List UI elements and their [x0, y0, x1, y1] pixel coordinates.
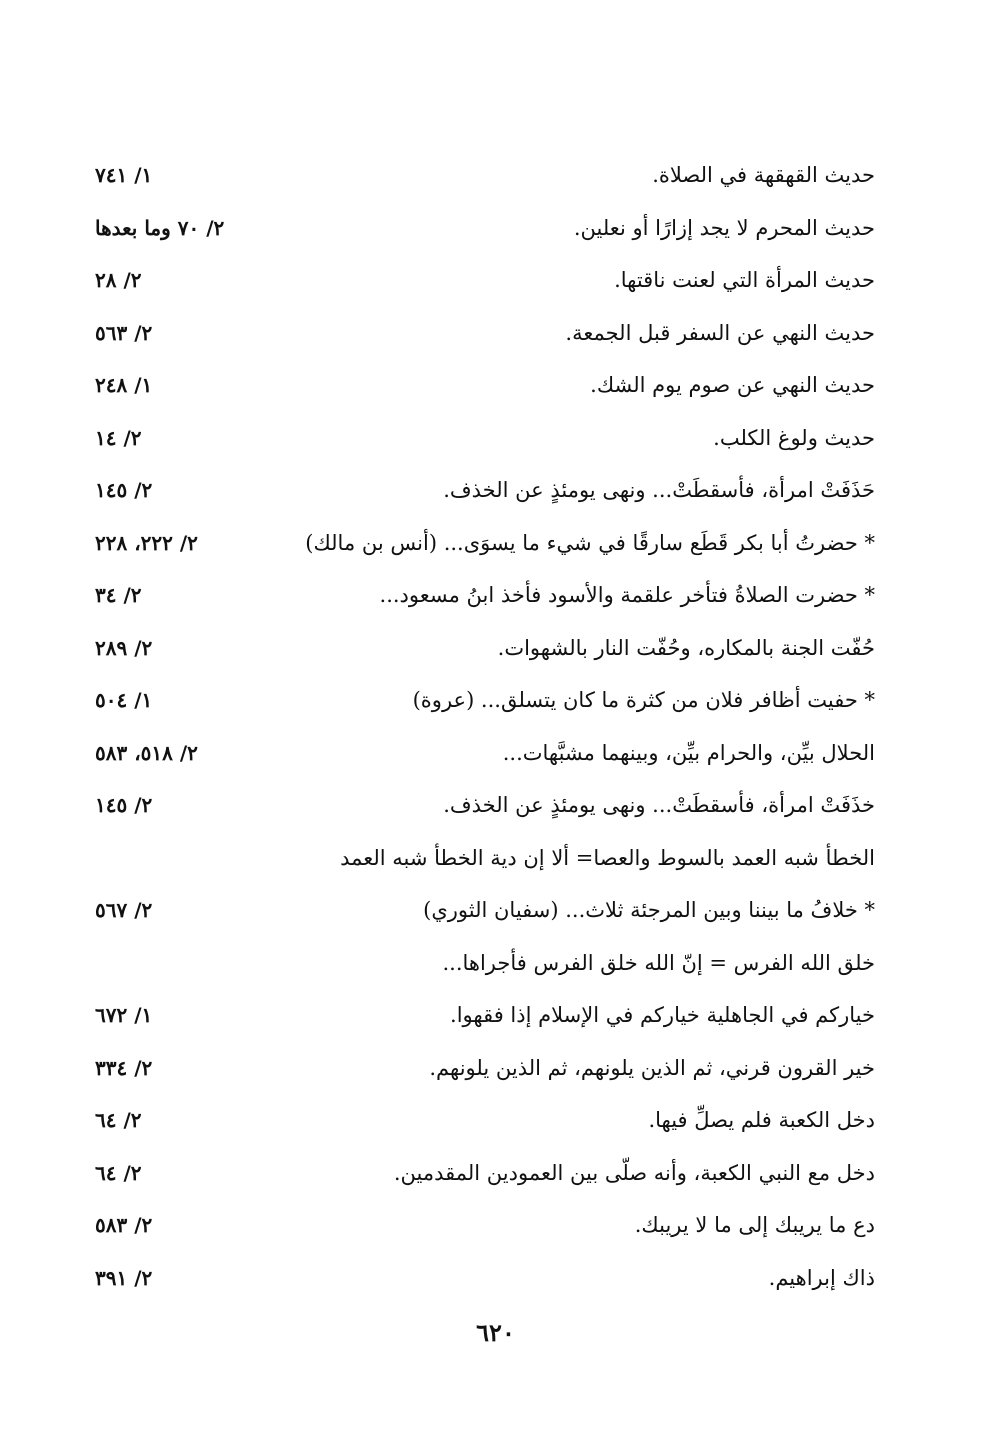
- entry-text: الخطأ شبه العمد بالسوط والعصا= ألا إن دية الخطأ شبه العمد: [340, 845, 875, 870]
- entry-reference: ٢/ ٦٤: [95, 1108, 142, 1132]
- entry-text: * حضرتُ أبا بكر قَطَع سارقًا في شيء ما يسوَى... (أنس بن مالك): [305, 530, 875, 555]
- list-item: [95, 623, 875, 676]
- entry-reference: ٢/ ٦٤: [95, 1160, 142, 1185]
- list-item: [95, 833, 875, 886]
- list-item: [95, 728, 875, 781]
- entry-reference: ١/ ٥٠٤: [95, 688, 153, 712]
- entry-text: الحلال بيِّن، والحرام بيِّن، وبينهما مشبَّهات...: [502, 740, 875, 765]
- entry-text: دخل الكعبة فلم يصلِّ فيها.: [648, 1108, 875, 1132]
- list-item: [95, 1148, 875, 1201]
- list-item: [95, 518, 875, 571]
- entry-text: حُفّت الجنة بالمكاره، وحُفّت النار بالشهوات.: [497, 635, 875, 660]
- list-item: [95, 360, 875, 413]
- list-item: [95, 308, 875, 361]
- entry-text: * حفيت أظافر فلان من كثرة ما كان يتسلق... (عروة): [412, 688, 875, 712]
- entry-text: ذاك إبراهيم.: [768, 1265, 875, 1290]
- entry-reference: ٢/ ٥٨٣: [95, 1213, 153, 1237]
- entry-text: خذَفَتْ امرأة، فأسقطَتْ... ونهى يومئذٍ عن الخذف.: [443, 793, 875, 817]
- list-item: [95, 780, 875, 833]
- entry-reference: ٢/ ٣٤: [95, 583, 142, 607]
- entry-reference: ٢/ ٢٨: [95, 268, 142, 292]
- entry-reference: ٢/ ١٤٥: [95, 793, 153, 817]
- entry-text: خياركم في الجاهلية خياركم في الإسلام إذا فقهوا.: [450, 1003, 875, 1027]
- list-item: [95, 1253, 875, 1306]
- entry-reference: ٢/ ٥٦٧: [95, 898, 153, 922]
- entry-reference: ٢/ ١٤٥: [95, 478, 153, 502]
- entry-text: خير القرون قرني، ثم الذين يلونهم، ثم الذين يلونهم.: [429, 1055, 875, 1080]
- entry-reference: ٢/ ٥١٨، ٥٨٣: [95, 740, 198, 765]
- entry-reference: ١/ ٧٤١: [95, 163, 153, 187]
- hadith-index-list: [95, 150, 875, 1305]
- page-number: ٦٢٠: [476, 1318, 515, 1347]
- entry-text: حديث المرأة التي لعنت ناقتها.: [614, 268, 875, 292]
- list-item: [95, 1095, 875, 1148]
- entry-text: حديث المحرم لا يجد إزارًا أو نعلين.: [573, 215, 875, 240]
- entry-text: * خلافُ ما بيننا وبين المرجئة ثلاث... (سفيان الثوري): [423, 898, 875, 922]
- list-item: [95, 1043, 875, 1096]
- entry-reference: ١/ ٦٧٢: [95, 1003, 153, 1027]
- entry-reference: ٢/ ٥٦٣: [95, 320, 153, 345]
- entry-reference: ٢/ ١٤: [95, 425, 142, 450]
- entry-text: حَذَفَتْ امرأة، فأسقطَتْ... ونهى يومئذٍ عن الخذف.: [443, 478, 875, 502]
- list-item: [95, 990, 875, 1043]
- list-item: [95, 255, 875, 308]
- list-item: [95, 465, 875, 518]
- list-item: [95, 1200, 875, 1253]
- entry-text: دع ما يريبك إلى ما لا يريبك.: [634, 1213, 875, 1237]
- list-item: [95, 413, 875, 466]
- entry-reference: ٢/ ٢٨٩: [95, 635, 153, 660]
- entry-text: خلق الله الفرس = إنّ الله خلق الفرس فأجراها...: [442, 950, 875, 975]
- entry-reference: ٢/ ٣٩١: [95, 1265, 153, 1290]
- entry-reference: ٢/ ٧٠ وما بعدها: [95, 215, 225, 240]
- entry-text: حديث النهي عن صوم يوم الشك.: [590, 373, 875, 397]
- list-item: [95, 938, 875, 991]
- entry-text: دخل مع النبي الكعبة، وأنه صلّى بين العمودين المقدمين.: [393, 1160, 875, 1185]
- list-item: [95, 203, 875, 256]
- entry-text: حديث ولوغ الكلب.: [713, 425, 875, 450]
- list-item: [95, 570, 875, 623]
- list-item: [95, 675, 875, 728]
- entry-text: حديث النهي عن السفر قبل الجمعة.: [565, 320, 875, 345]
- list-item: [95, 885, 875, 938]
- list-item: [95, 150, 875, 203]
- entry-reference: ٢/ ٣٣٤: [95, 1055, 153, 1080]
- entry-text: * حضرت الصلاةُ فتأخر علقمة والأسود فأخذ ابنُ مسعود...: [379, 583, 875, 607]
- entry-text: حديث القهقهة في الصلاة.: [652, 163, 875, 187]
- entry-reference: ٢/ ٢٢٢، ٢٢٨: [95, 530, 198, 555]
- entry-reference: ١/ ٢٤٨: [95, 373, 153, 397]
